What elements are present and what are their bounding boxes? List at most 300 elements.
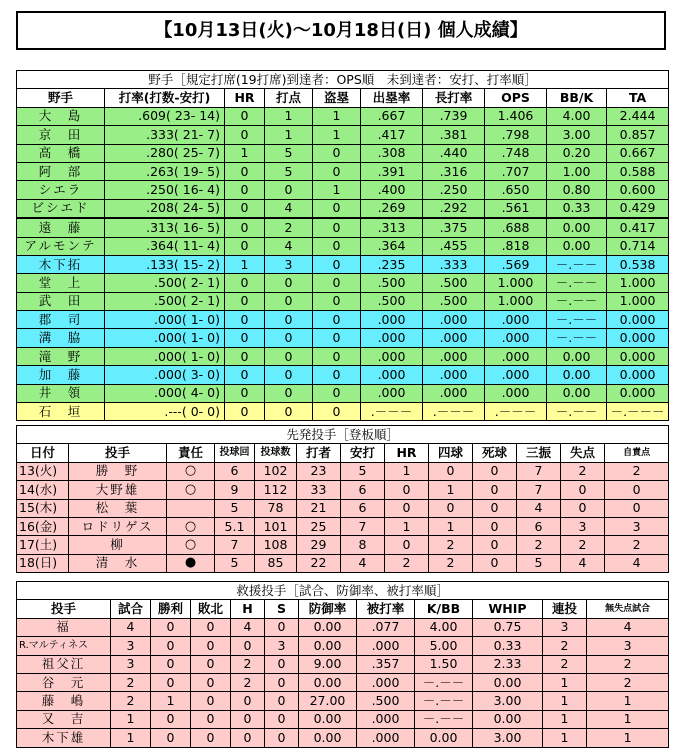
starter-bf: 29	[297, 536, 341, 554]
batter-ops: .818	[485, 237, 547, 255]
starter-bb: 0	[429, 499, 473, 517]
reliever-w: 0	[151, 710, 191, 728]
reliever-oavg: .357	[357, 655, 415, 673]
batter-hr: 1	[225, 255, 265, 273]
batter-sb: 0	[313, 292, 361, 310]
batter-hr: 0	[225, 218, 265, 237]
reliever-h: 0	[231, 692, 265, 710]
starter-date: 18(日)	[17, 554, 69, 572]
starter-name: 松 葉	[69, 499, 167, 517]
starter-bf: 22	[297, 554, 341, 572]
batter-name: アルモンテ	[17, 237, 105, 255]
starter-row	[17, 481, 669, 499]
relievers-section-title-row	[17, 582, 669, 600]
reliever-whip: 0.33	[473, 637, 543, 655]
batter-hr: 0	[225, 403, 265, 421]
relievers-header-cell: 投手	[17, 600, 111, 618]
batter-rbi: 4	[265, 237, 313, 255]
reliever-h: 0	[231, 710, 265, 728]
batter-name: 武 田	[17, 292, 105, 310]
reliever-era: 0.00	[299, 637, 357, 655]
reliever-kbb: 5.00	[415, 637, 473, 655]
batter-hr: 0	[225, 237, 265, 255]
starter-resp: ○	[167, 517, 215, 535]
reliever-oavg: .000	[357, 637, 415, 655]
reliever-row	[17, 637, 669, 655]
starter-date: 16(金)	[17, 517, 69, 535]
batter-row	[17, 107, 669, 125]
reliever-whip: 2.33	[473, 655, 543, 673]
batter-slg: .375	[423, 218, 485, 237]
batter-slg: .455	[423, 237, 485, 255]
starter-name: 柳	[69, 536, 167, 554]
reliever-cons: 1	[543, 729, 587, 747]
relievers-section-title: 救援投手［試合、防御率、被打率順］	[17, 582, 669, 600]
batters-header-cell: 出塁率	[361, 89, 423, 107]
batter-ops: 1.000	[485, 274, 547, 292]
reliever-name: R.マルティネス	[17, 637, 111, 655]
batter-ops: 1.000	[485, 292, 547, 310]
batter-ta: 0.714	[607, 237, 669, 255]
batter-name: ビシエド	[17, 199, 105, 218]
batter-row	[17, 292, 669, 310]
batter-ops: .748	[485, 144, 547, 162]
relievers-header-cell: 連投	[543, 600, 587, 618]
starter-bb: 0	[429, 462, 473, 480]
starter-ip: 9	[215, 481, 255, 499]
reliever-era: 9.00	[299, 655, 357, 673]
relievers-header-cell: 試合	[111, 600, 151, 618]
batter-slg: .000	[423, 311, 485, 329]
reliever-g: 3	[111, 637, 151, 655]
starter-so: 7	[517, 462, 561, 480]
batter-sb: 1	[313, 126, 361, 144]
batter-avg: .000( 3- 0)	[105, 366, 225, 384]
batter-obp: .000	[361, 347, 423, 365]
batter-ops: .000	[485, 347, 547, 365]
batters-header-cell: 打率(打数-安打)	[105, 89, 225, 107]
starter-r: 3	[561, 517, 605, 535]
batter-ta: 0.000	[607, 366, 669, 384]
batter-slg: .000	[423, 347, 485, 365]
reliever-h: 4	[231, 618, 265, 636]
batter-ta: 0.000	[607, 311, 669, 329]
batter-rbi: 3	[265, 255, 313, 273]
batter-bbk: －.－－	[547, 274, 607, 292]
starters-header-cell: 打者	[297, 444, 341, 462]
batter-name: 阿 部	[17, 162, 105, 180]
batter-bbk: 3.00	[547, 126, 607, 144]
reliever-s: 0	[265, 692, 299, 710]
batter-rbi: 5	[265, 162, 313, 180]
batter-avg: .000( 4- 0)	[105, 384, 225, 402]
reliever-l: 0	[191, 673, 231, 691]
batter-ops: .000	[485, 384, 547, 402]
starter-date: 13(火)	[17, 462, 69, 480]
batter-bbk: －.－－	[547, 329, 607, 347]
starter-hr: 1	[385, 517, 429, 535]
batter-sb: 0	[313, 311, 361, 329]
starter-resp	[167, 499, 215, 517]
batter-obp: .000	[361, 384, 423, 402]
reliever-w: 0	[151, 618, 191, 636]
relievers-header-cell: H	[231, 600, 265, 618]
reliever-cons: 2	[543, 637, 587, 655]
batter-hr: 0	[225, 311, 265, 329]
starter-r: 0	[561, 481, 605, 499]
batter-sb: 0	[313, 384, 361, 402]
reliever-l: 0	[191, 692, 231, 710]
batter-name: 木下拓	[17, 255, 105, 273]
relievers-header-cell: 防御率	[299, 600, 357, 618]
batter-slg: .292	[423, 199, 485, 218]
starter-resp: ○	[167, 536, 215, 554]
reliever-w: 0	[151, 729, 191, 747]
batter-bbk: －.－－	[547, 292, 607, 310]
batter-avg: .364( 11- 4)	[105, 237, 225, 255]
starter-bb: 2	[429, 554, 473, 572]
batter-bbk: 0.20	[547, 144, 607, 162]
batter-sb: 0	[313, 218, 361, 237]
starter-name: 勝 野	[69, 462, 167, 480]
reliever-oavg: .500	[357, 692, 415, 710]
page-title: 【10月13日(火)～10月18日(日) 個人成績】	[16, 11, 666, 50]
starter-name: ロドリゲス	[69, 517, 167, 535]
reliever-sho: 2	[587, 655, 669, 673]
batter-row	[17, 274, 669, 292]
batter-hr: 0	[225, 366, 265, 384]
batter-hr: 0	[225, 107, 265, 125]
batter-slg: .500	[423, 292, 485, 310]
batter-slg: .500	[423, 274, 485, 292]
batter-bbk: －.－－	[547, 403, 607, 421]
batter-rbi: 0	[265, 292, 313, 310]
batters-header-cell: OPS	[485, 89, 547, 107]
batters-header-cell: HR	[225, 89, 265, 107]
reliever-era: 0.00	[299, 673, 357, 691]
starter-bb: 2	[429, 536, 473, 554]
starter-ip: 7	[215, 536, 255, 554]
batters-section-title-row	[17, 71, 669, 89]
starters-header-cell: 責任	[167, 444, 215, 462]
batter-obp: .667	[361, 107, 423, 125]
batter-name: 溝 脇	[17, 329, 105, 347]
starter-r: 2	[561, 536, 605, 554]
starter-name: 大野雄	[69, 481, 167, 499]
batter-ta: 1.000	[607, 292, 669, 310]
batter-row	[17, 255, 669, 273]
starter-er: 0	[605, 481, 669, 499]
starter-date: 15(木)	[17, 499, 69, 517]
starters-header-cell: 死球	[473, 444, 517, 462]
reliever-oavg: .000	[357, 673, 415, 691]
reliever-h: 0	[231, 637, 265, 655]
reliever-l: 0	[191, 618, 231, 636]
reliever-oavg: .000	[357, 710, 415, 728]
batter-rbi: 0	[265, 384, 313, 402]
starter-date: 17(土)	[17, 536, 69, 554]
batter-avg: .000( 1- 0)	[105, 347, 225, 365]
reliever-kbb: 1.50	[415, 655, 473, 673]
reliever-oavg: .000	[357, 729, 415, 747]
starter-np: 101	[255, 517, 297, 535]
starters-section-title: 先発投手［登板順］	[17, 426, 669, 444]
batter-sb: 0	[313, 403, 361, 421]
starter-r: 2	[561, 462, 605, 480]
relievers-header-cell: WHIP	[473, 600, 543, 618]
reliever-name: 祖父江	[17, 655, 111, 673]
reliever-l: 0	[191, 655, 231, 673]
starter-hbp: 0	[473, 554, 517, 572]
batter-avg: .500( 2- 1)	[105, 292, 225, 310]
batter-obp: .235	[361, 255, 423, 273]
starter-h: 6	[341, 499, 385, 517]
starter-row	[17, 517, 669, 535]
batter-hr: 0	[225, 292, 265, 310]
starter-hbp: 0	[473, 499, 517, 517]
batter-slg: .440	[423, 144, 485, 162]
batter-row	[17, 199, 669, 218]
reliever-s: 0	[265, 618, 299, 636]
reliever-l: 0	[191, 637, 231, 655]
batter-ops: 1.406	[485, 107, 547, 125]
batter-rbi: 0	[265, 329, 313, 347]
batters-header-cell: 長打率	[423, 89, 485, 107]
reliever-name: 又 吉	[17, 710, 111, 728]
reliever-row	[17, 655, 669, 673]
starter-ip: 5	[215, 499, 255, 517]
batter-slg: .－－－	[423, 403, 485, 421]
starter-bf: 21	[297, 499, 341, 517]
starter-so: 6	[517, 517, 561, 535]
starter-hr: 0	[385, 481, 429, 499]
starter-np: 85	[255, 554, 297, 572]
reliever-l: 0	[191, 710, 231, 728]
batter-name: 遠 藤	[17, 218, 105, 237]
reliever-h: 2	[231, 673, 265, 691]
starter-er: 0	[605, 499, 669, 517]
batter-ops: .650	[485, 181, 547, 199]
batter-ta: 0.857	[607, 126, 669, 144]
batter-row	[17, 384, 669, 402]
reliever-h: 0	[231, 729, 265, 747]
relievers-header-cell: K/BB	[415, 600, 473, 618]
batter-bbk: 0.80	[547, 181, 607, 199]
batter-hr: 1	[225, 144, 265, 162]
batter-avg: .333( 21- 7)	[105, 126, 225, 144]
reliever-g: 3	[111, 655, 151, 673]
batter-rbi: 5	[265, 144, 313, 162]
batter-name: 郡 司	[17, 311, 105, 329]
batter-name: 滝 野	[17, 347, 105, 365]
reliever-w: 0	[151, 673, 191, 691]
starter-row	[17, 462, 669, 480]
batter-avg: .000( 1- 0)	[105, 329, 225, 347]
relievers-header-cell: 無失点試合	[587, 600, 669, 618]
relievers-header-cell: S	[265, 600, 299, 618]
batter-avg: .313( 16- 5)	[105, 218, 225, 237]
batter-slg: .739	[423, 107, 485, 125]
reliever-h: 2	[231, 655, 265, 673]
reliever-w: 0	[151, 637, 191, 655]
batter-ta: 0.417	[607, 218, 669, 237]
reliever-w: 1	[151, 692, 191, 710]
starters-header-cell: 投球数	[255, 444, 297, 462]
reliever-sho: 1	[587, 692, 669, 710]
batter-avg: .500( 2- 1)	[105, 274, 225, 292]
batter-rbi: 0	[265, 366, 313, 384]
batter-row	[17, 237, 669, 255]
batter-obp: .500	[361, 292, 423, 310]
starter-hbp: 0	[473, 462, 517, 480]
starter-r: 4	[561, 554, 605, 572]
reliever-row	[17, 692, 669, 710]
starter-row	[17, 499, 669, 517]
reliever-kbb: －.－－	[415, 673, 473, 691]
batter-ops: .798	[485, 126, 547, 144]
batter-avg: .280( 25- 7)	[105, 144, 225, 162]
batter-avg: .133( 15- 2)	[105, 255, 225, 273]
starter-so: 7	[517, 481, 561, 499]
batter-ops: .000	[485, 329, 547, 347]
batter-sb: 0	[313, 329, 361, 347]
batter-ta: 0.600	[607, 181, 669, 199]
reliever-w: 0	[151, 655, 191, 673]
reliever-whip: 0.00	[473, 673, 543, 691]
batter-ta: 0.588	[607, 162, 669, 180]
batter-row	[17, 218, 669, 237]
reliever-cons: 1	[543, 692, 587, 710]
batter-ops: .569	[485, 255, 547, 273]
starter-h: 4	[341, 554, 385, 572]
reliever-name: 木下雄	[17, 729, 111, 747]
batter-ops: .688	[485, 218, 547, 237]
starters-section-title-row	[17, 426, 669, 444]
batter-row	[17, 181, 669, 199]
batters-section-title: 野手［規定打席(19打席)到達者：OPS順 未到達者：安打、打率順］	[17, 71, 669, 89]
starter-so: 4	[517, 499, 561, 517]
starter-er: 4	[605, 554, 669, 572]
batter-sb: 1	[313, 107, 361, 125]
reliever-s: 3	[265, 637, 299, 655]
batter-name: 京 田	[17, 126, 105, 144]
reliever-whip: 0.75	[473, 618, 543, 636]
batter-avg: .---( 0- 0)	[105, 403, 225, 421]
starter-hbp: 0	[473, 481, 517, 499]
batter-rbi: 0	[265, 274, 313, 292]
batters-header-cell: 野手	[17, 89, 105, 107]
starter-resp: ○	[167, 481, 215, 499]
starter-np: 102	[255, 462, 297, 480]
starter-h: 6	[341, 481, 385, 499]
batter-sb: 1	[313, 181, 361, 199]
reliever-whip: 3.00	[473, 729, 543, 747]
batter-obp: .－－－	[361, 403, 423, 421]
starter-ip: 5.1	[215, 517, 255, 535]
batter-ta: 0.000	[607, 329, 669, 347]
starter-np: 112	[255, 481, 297, 499]
batter-obp: .313	[361, 218, 423, 237]
starters-header-cell: 日付	[17, 444, 69, 462]
batter-slg: .000	[423, 384, 485, 402]
batter-obp: .400	[361, 181, 423, 199]
batter-name: 加 藤	[17, 366, 105, 384]
batter-obp: .000	[361, 366, 423, 384]
starter-h: 8	[341, 536, 385, 554]
batter-name: 堂 上	[17, 274, 105, 292]
reliever-era: 0.00	[299, 618, 357, 636]
reliever-cons: 1	[543, 710, 587, 728]
batter-rbi: 2	[265, 218, 313, 237]
reliever-cons: 1	[543, 673, 587, 691]
batter-row	[17, 311, 669, 329]
batter-row	[17, 347, 669, 365]
starter-bf: 33	[297, 481, 341, 499]
reliever-l: 0	[191, 729, 231, 747]
starter-bb: 1	[429, 481, 473, 499]
batter-sb: 0	[313, 255, 361, 273]
batter-rbi: 0	[265, 311, 313, 329]
reliever-name: 福	[17, 618, 111, 636]
batter-avg: .208( 24- 5)	[105, 199, 225, 218]
reliever-sho: 1	[587, 729, 669, 747]
batter-ta: －.－－－	[607, 403, 669, 421]
reliever-s: 0	[265, 673, 299, 691]
batters-header-cell: 打点	[265, 89, 313, 107]
batter-slg: .333	[423, 255, 485, 273]
batter-ops: .－－－	[485, 403, 547, 421]
batter-ops: .561	[485, 199, 547, 218]
batter-obp: .269	[361, 199, 423, 218]
batter-name: 大 島	[17, 107, 105, 125]
batter-bbk: 0.00	[547, 237, 607, 255]
batter-sb: 0	[313, 144, 361, 162]
batter-sb: 0	[313, 199, 361, 218]
batter-name: 高 橋	[17, 144, 105, 162]
starter-np: 108	[255, 536, 297, 554]
batter-obp: .500	[361, 274, 423, 292]
reliever-era: 0.00	[299, 710, 357, 728]
batter-obp: .000	[361, 329, 423, 347]
batter-rbi: 1	[265, 107, 313, 125]
batter-rbi: 0	[265, 403, 313, 421]
reliever-sho: 1	[587, 710, 669, 728]
starters-header-cell: 自責点	[605, 444, 669, 462]
batter-ops: .707	[485, 162, 547, 180]
starters-header-cell: 投球回	[215, 444, 255, 462]
batter-avg: .250( 16- 4)	[105, 181, 225, 199]
batter-ta: 2.444	[607, 107, 669, 125]
batter-bbk: 4.00	[547, 107, 607, 125]
batters-header-cell: TA	[607, 89, 669, 107]
reliever-s: 0	[265, 729, 299, 747]
starter-bf: 25	[297, 517, 341, 535]
starter-so: 2	[517, 536, 561, 554]
reliever-sho: 2	[587, 673, 669, 691]
starter-bf: 23	[297, 462, 341, 480]
starter-ip: 6	[215, 462, 255, 480]
relievers-table	[16, 581, 669, 748]
reliever-oavg: .077	[357, 618, 415, 636]
reliever-kbb: 4.00	[415, 618, 473, 636]
batter-row	[17, 144, 669, 162]
batter-avg: .263( 19- 5)	[105, 162, 225, 180]
reliever-g: 2	[111, 673, 151, 691]
batter-rbi: 0	[265, 347, 313, 365]
starters-header-cell: 失点	[561, 444, 605, 462]
batter-row	[17, 403, 669, 421]
batter-sb: 0	[313, 366, 361, 384]
